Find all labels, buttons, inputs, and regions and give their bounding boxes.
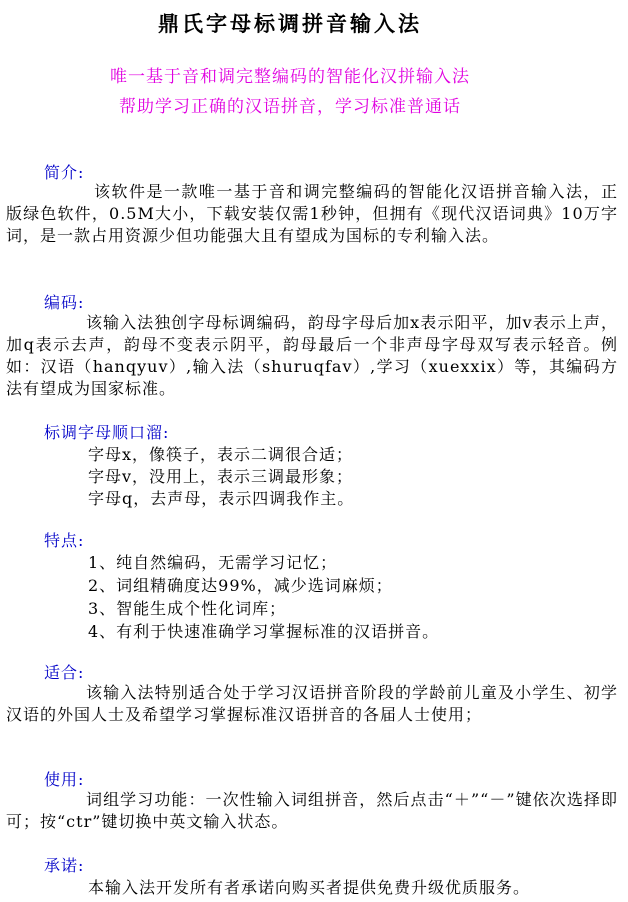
intro-paragraph: 该软件是一款唯一基于音和调完整编码的智能化汉语拼音输入法，正版绿色软件，0.5M大小，下载安装仅需1秒钟，但拥有《现代汉语词典》10万字词，是一款占用资源少但功能强大且有望成为国标的专利输入法。 <box>6 182 618 245</box>
page-title: 鼎氏字母标调拼音输入法 <box>158 11 422 36</box>
encoding-paragraph: 该输入法独创字母标调编码，韵母字母后加x表示阳平，加v表示上声，加q表示去声，韵母不变表示阴平，韵母最后一个非声母字母双写表示轻音。例如：汉语（hanqyuv）,输入法（shuruqfav）,学习（xuexxix）等，其编码方法有望成为国家标准。 <box>6 313 618 398</box>
subtitle-line-2: 帮助学习正确的汉语拼音，学习标准普通话 <box>119 97 461 117</box>
encoding-heading: 编码: <box>44 293 85 312</box>
feature-item: 4、有利于快速准确学习掌握标准的汉语拼音。 <box>88 622 440 641</box>
suitable-paragraph: 该输入法特别适合处于学习汉语拼音阶段的学龄前儿童及小学生、初学汉语的外国人士及希望学习掌握标准汉语拼音的各届人士使用； <box>6 683 618 724</box>
intro-heading: 简介: <box>44 163 85 182</box>
suitable-heading: 适合: <box>44 663 85 682</box>
rhyme-heading: 标调字母顺口溜: <box>44 423 170 442</box>
rhyme-line: 字母x，像筷子，表示二调很合适； <box>88 445 354 464</box>
feature-item: 1、纯自然编码，无需学习记忆； <box>88 553 338 572</box>
feature-item: 2、词组精确度达99%，减少选词麻烦； <box>88 576 393 595</box>
promise-heading: 承诺: <box>44 856 85 875</box>
rhyme-line: 字母q，去声母，表示四调我作主。 <box>88 489 355 508</box>
features-heading: 特点: <box>44 531 85 550</box>
rhyme-line: 字母v，没用上，表示三调最形象； <box>88 467 354 486</box>
promise-text: 本输入法开发所有者承诺向购买者提供免费升级优质服务。 <box>88 878 531 897</box>
usage-paragraph: 词组学习功能：一次性输入词组拼音，然后点击“＋”“－”键依次选择即可；按“ctr”键切换中英文输入状态。 <box>6 790 618 831</box>
subtitle-line-1: 唯一基于音和调完整编码的智能化汉拼输入法 <box>110 67 470 87</box>
feature-item: 3、智能生成个性化词库； <box>88 599 287 618</box>
usage-heading: 使用: <box>44 770 85 789</box>
